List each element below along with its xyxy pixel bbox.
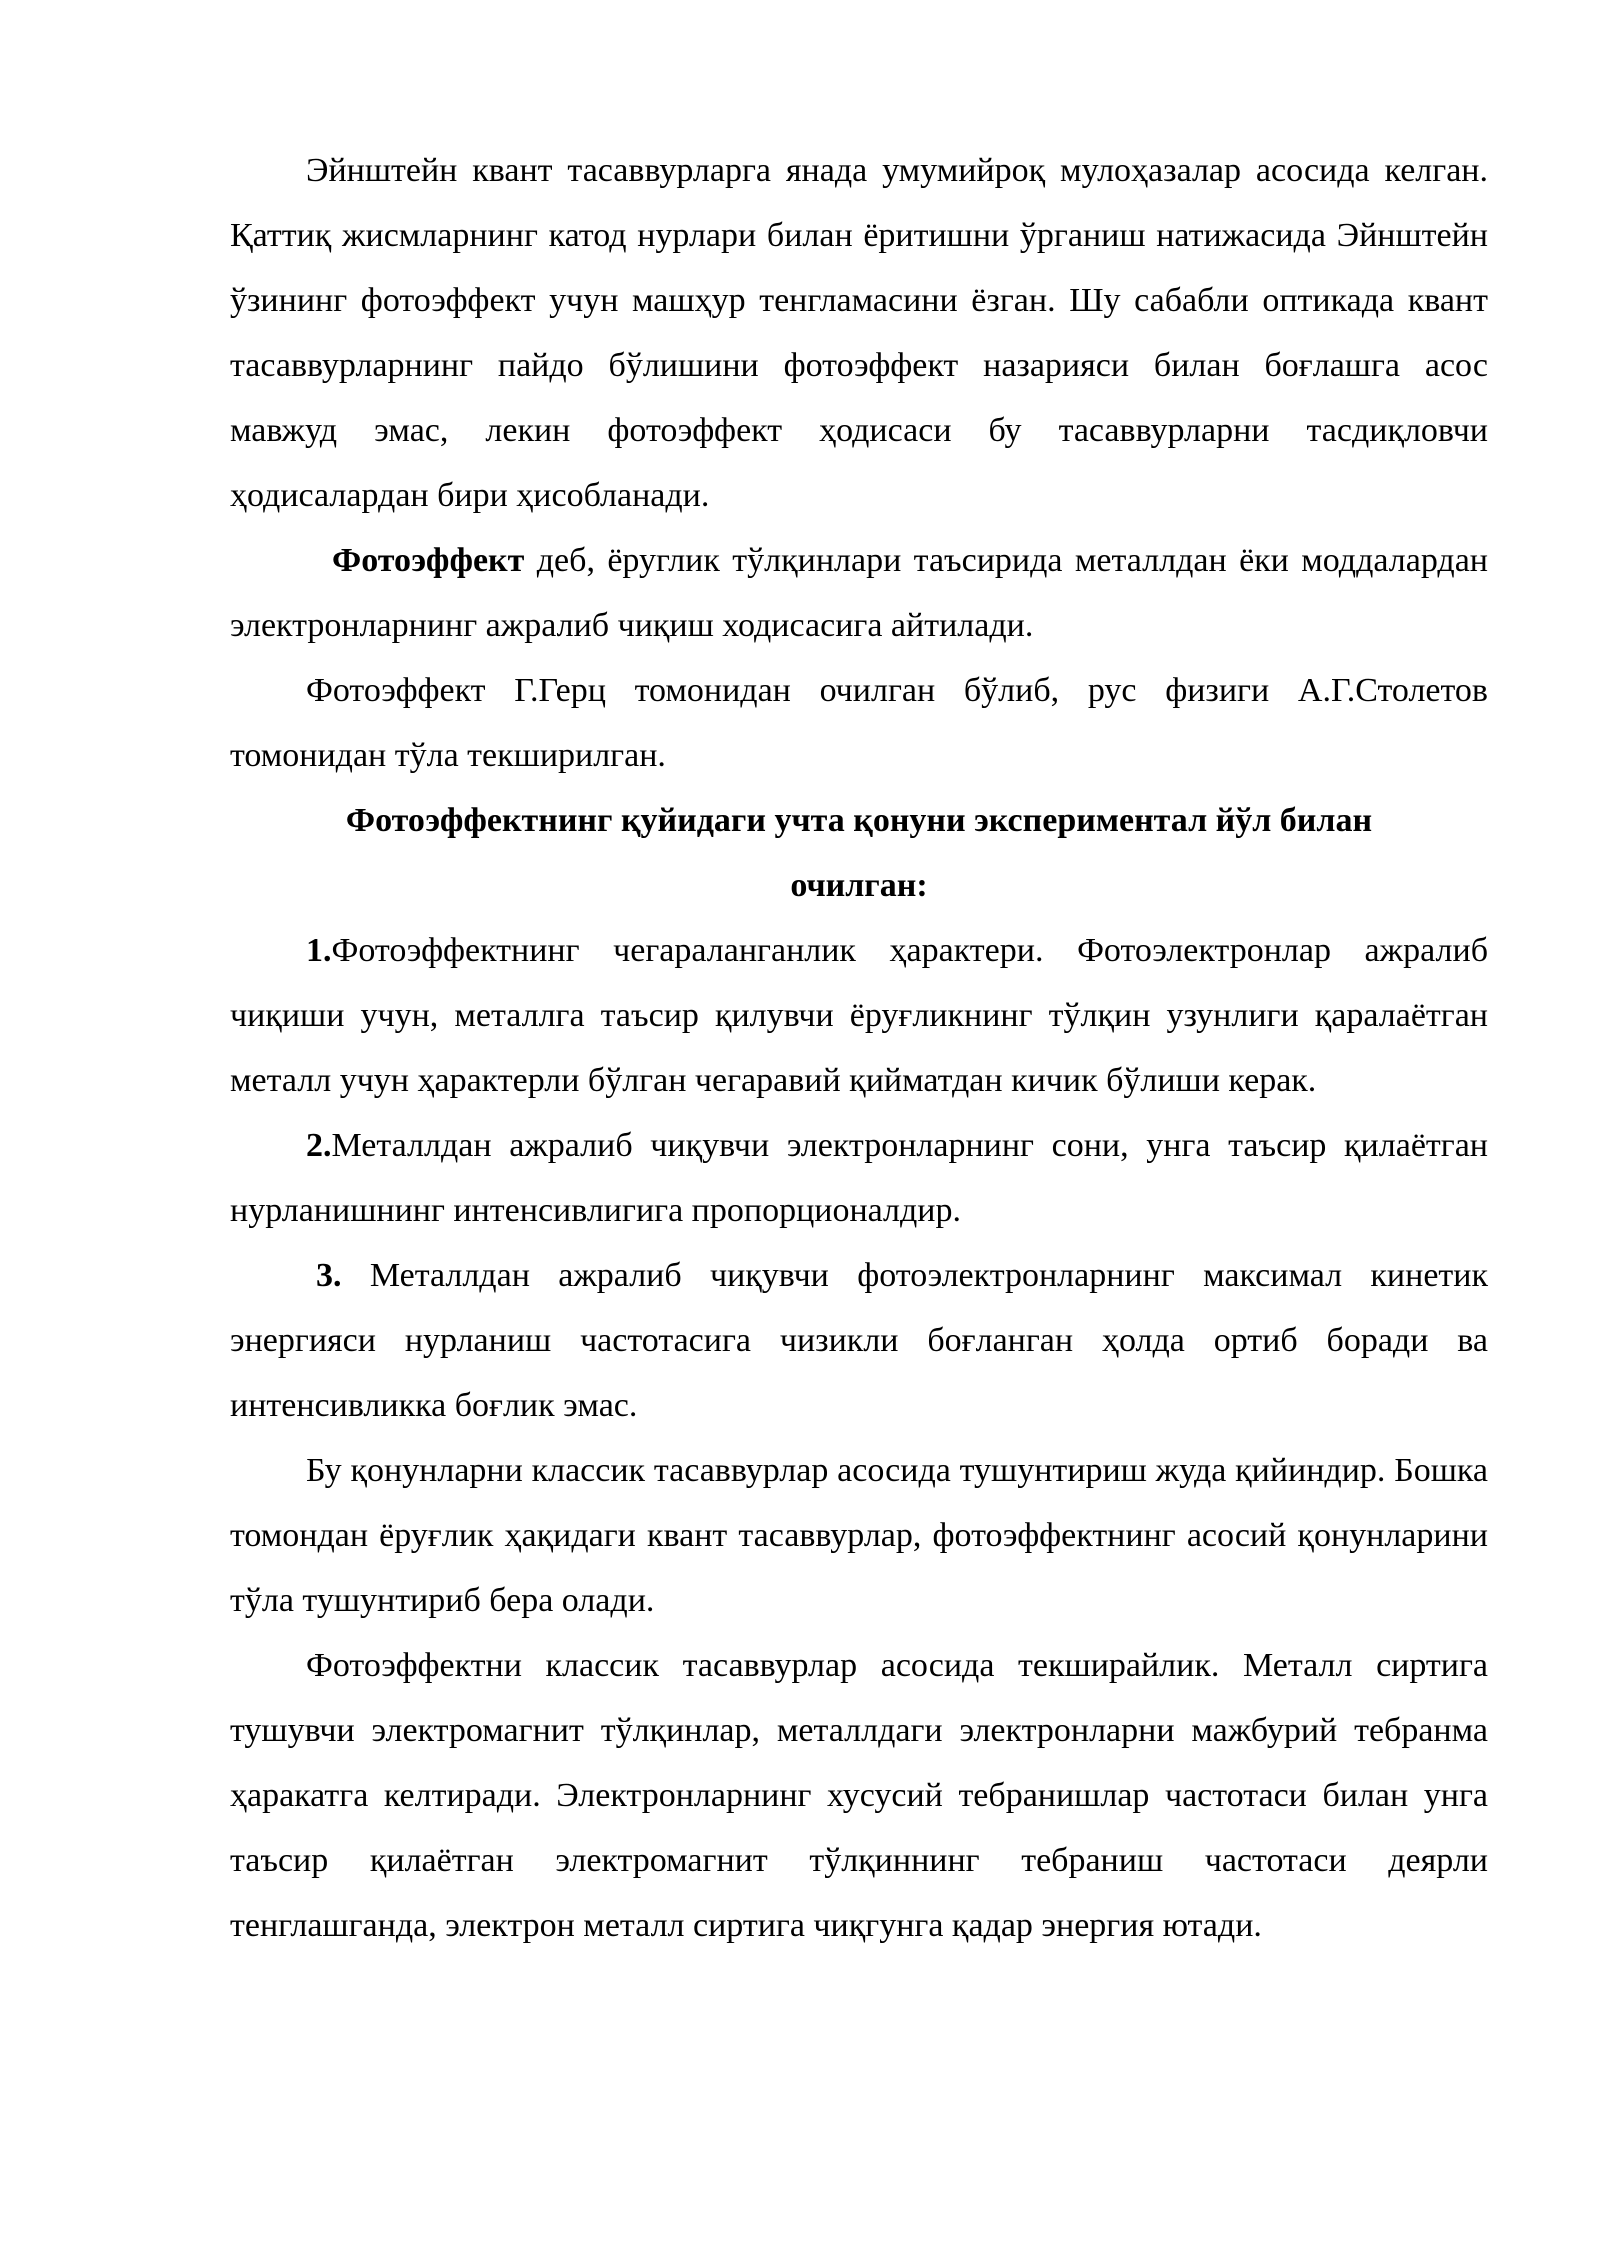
paragraph-discovery: Фотоэффект Г.Герц томонидан очилган бўлиб, рус физиги А.Г.Столетов томонидан тўла текширилган. xyxy=(230,672,1488,774)
law-1 xyxy=(230,918,1488,1113)
section-heading xyxy=(230,788,1488,918)
definition-text: деб, ёруглик тўлқинлари таъсирида металлдан ёки моддалардан электронларнинг ажралиб чиқиш ходисасига айтилади. xyxy=(230,542,1488,644)
law-1-number: 1. xyxy=(306,932,332,969)
law-3-text: Металлдан ажралиб чиқувчи фотоэлектронларнинг максимал кинетик энергияси нурланиш частотасига чизикли боғланган ҳолда ортиб боради ва интенсивликка боғлик эмас. xyxy=(230,1257,1488,1424)
paragraph-classical-analysis: Фотоэффектни классик тасаввурлар асосида текширайлик. Металл сиртига тушувчи электромагнит тўлқинлар, металлдаги электронларни мажбурий тебранма ҳаракатга келтиради. Электронларнинг хусусий тебранишлар частотаси билан унга таъсир қилаётган электромагнит тўлқиннинг тебраниш частотаси деярли тенглашганда, электрон металл сиртига чиқгунга қадар энергия ютади. xyxy=(230,1647,1488,1944)
law-3-number: 3. xyxy=(316,1257,342,1294)
paragraph-classical-difficulty: Бу қонунларни классик тасаввурлар асосида тушунтириш жуда қийиндир. Бошка томондан ёруғлик ҳақидаги квант тасаввурлар, фотоэффектнинг асосий қонунларини тўла тушунтириб бера олади. xyxy=(230,1452,1488,1619)
heading-line-2: очилган: xyxy=(790,867,928,904)
law-1-text: Фотоэффектнинг чегараланганлик ҳарактери. Фотоэлектронлар ажралиб чиқиши учун, металлга таъсир қилувчи ёруғликнинг тўлқин узунлиги қаралаётган металл учун ҳарактерли бўлган чегаравий қийматдан кичик бўлиши керак. xyxy=(230,932,1488,1099)
law-2-number: 2. xyxy=(306,1127,332,1164)
document-page xyxy=(230,138,1488,1958)
heading-line-1: Фотоэффектнинг қуйидаги учта қонуни экспериментал йўл билан xyxy=(345,802,1373,839)
law-2 xyxy=(230,1113,1488,1243)
paragraph-einstein: Эйнштейн квант тасаввурларга янада умумийроқ мулоҳазалар асосида келган. Қаттиқ жисмларнинг катод нурлари билан ёритишни ўрганиш натижасида Эйнштейн ўзининг фотоэффект учун машҳур тенгламасини ёзган. Шу сабабли оптикада квант тасаввурларнинг пайдо бўлишини фотоэффект назарияси билан боғлашга асос мавжуд эмас, лекин фотоэффект ҳодисаси бу тасаввурларни тасдиқловчи ҳодисалардан бири ҳисобланади. xyxy=(230,152,1488,514)
paragraph-definition xyxy=(230,528,1488,658)
term-photoeffect: Фотоэффект xyxy=(332,542,525,579)
law-2-text: Металлдан ажралиб чиқувчи электронларнинг сони, унга таъсир қилаётган нурланишнинг интенсивлигига пропорционалдир. xyxy=(230,1127,1488,1229)
law-3 xyxy=(230,1243,1488,1438)
